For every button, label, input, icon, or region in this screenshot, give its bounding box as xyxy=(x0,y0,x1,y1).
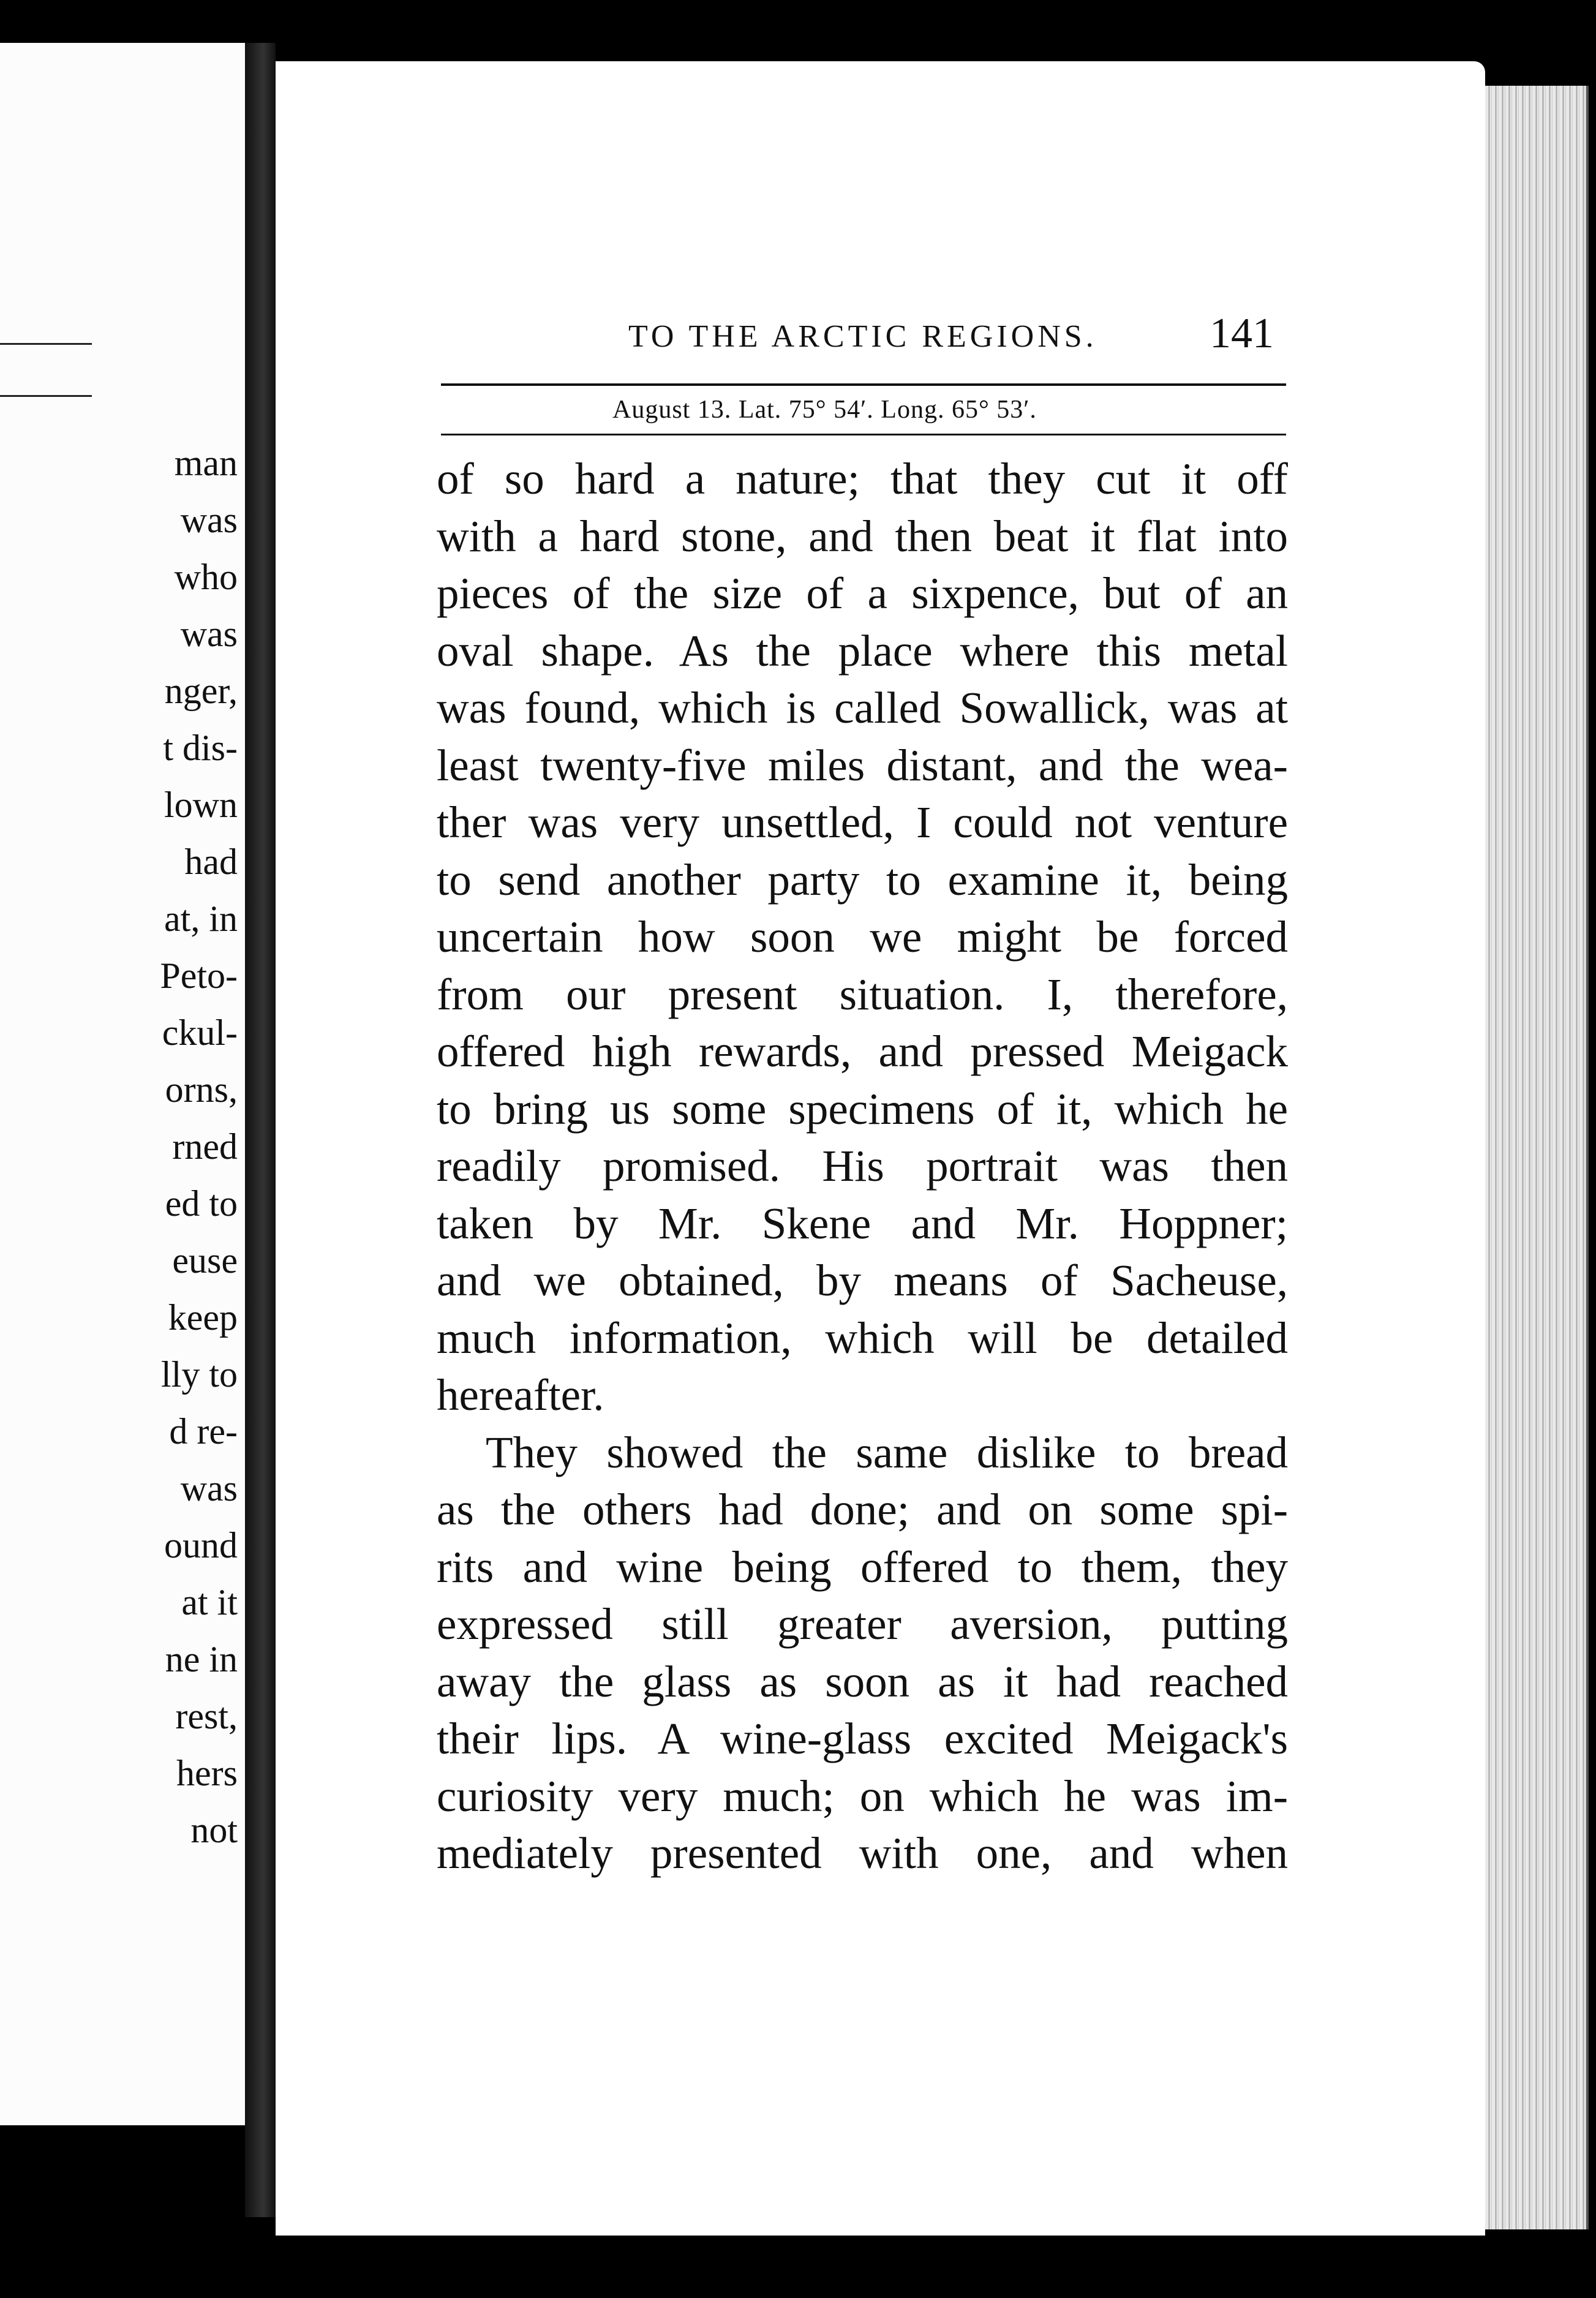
text-line: taken by Mr. Skene and Mr. Hoppner; xyxy=(437,1198,1288,1248)
text-line: pieces of the size of a sixpence, but of an xyxy=(437,568,1288,618)
text-line: to send another party to examine it, being xyxy=(437,854,1288,905)
facing-page-rule xyxy=(0,395,92,397)
text-line: They showed the same dislike to bread xyxy=(486,1427,1288,1477)
text-line: much information, which will be detailed xyxy=(437,1313,1288,1363)
facing-page-line: hers xyxy=(176,1753,238,1793)
text-line: away the glass as soon as it had reached xyxy=(437,1656,1288,1706)
date-position-line: August 13. Lat. 75° 54′. Long. 65° 53′. xyxy=(612,396,1037,424)
facing-page-line: euse xyxy=(172,1240,238,1281)
facing-page-line: lown xyxy=(164,785,238,825)
facing-page-line: man xyxy=(174,443,238,483)
facing-page-line: was xyxy=(180,1468,238,1509)
text-line: from our present situation. I, therefore, xyxy=(437,969,1288,1019)
facing-page-line: not xyxy=(190,1810,238,1850)
facing-page-line: lly to xyxy=(160,1354,238,1395)
text-line: oval shape. As the place where this metal xyxy=(437,625,1288,676)
text-line: least twenty-five miles distant, and the wea- xyxy=(437,740,1288,790)
facing-page-text xyxy=(160,435,238,1859)
body-text xyxy=(437,450,1288,1882)
facing-page-line: ne in xyxy=(165,1639,238,1679)
text-line: and we obtained, by means of Sacheuse, xyxy=(437,1256,1288,1305)
facing-page-line: was xyxy=(180,614,238,654)
text-line: their lips. A wine-glass excited Meigack's xyxy=(437,1714,1288,1763)
facing-page-line: d re- xyxy=(169,1411,238,1452)
text-line: expressed still greater aversion, putting xyxy=(437,1599,1288,1649)
header-rule-lower xyxy=(441,434,1286,435)
page-edges xyxy=(1485,86,1589,2229)
text-line: mediately presented with one, and when xyxy=(437,1828,1288,1878)
facing-page-fragment xyxy=(0,43,249,2125)
text-line: rits and wine being offered to them, they xyxy=(437,1542,1288,1592)
text-line: was found, which is called Sowallick, was at xyxy=(437,683,1288,733)
facing-page-line: orns, xyxy=(165,1069,238,1110)
text-line: offered high rewards, and pressed Meigack xyxy=(437,1027,1288,1076)
text-line: of so hard a nature; that they cut it off xyxy=(437,454,1288,503)
facing-page-line: ound xyxy=(164,1525,238,1565)
facing-page-line: who xyxy=(174,557,238,597)
text-line: readily promised. His portrait was then xyxy=(437,1141,1288,1191)
facing-page-line: nger, xyxy=(164,671,238,711)
facing-page-line: at it xyxy=(181,1582,238,1622)
book-gutter xyxy=(245,43,276,2217)
facing-page-rule xyxy=(0,343,92,345)
facing-page-line: rned xyxy=(172,1126,238,1167)
facing-page-line: was xyxy=(180,500,238,540)
facing-page-line: Peto- xyxy=(160,955,238,996)
text-line: uncertain how soon we might be forced xyxy=(437,912,1288,962)
running-head: TO THE ARCTIC REGIONS. xyxy=(628,319,1097,354)
facing-page-line: rest, xyxy=(175,1696,238,1736)
page-number: 141 xyxy=(1210,310,1274,357)
facing-page-line: t dis- xyxy=(163,728,238,768)
text-line: with a hard stone, and then beat it flat into xyxy=(437,511,1288,561)
facing-page-line: at, in xyxy=(164,898,238,939)
text-line: ther was very unsettled, I could not venture xyxy=(437,797,1288,847)
text-line: curiosity very much; on which he was im- xyxy=(437,1771,1288,1821)
facing-page-line: had xyxy=(184,842,238,882)
text-line: as the others had done; and on some spi- xyxy=(437,1485,1288,1534)
facing-page-line: ed to xyxy=(165,1183,238,1224)
facing-page-line: keep xyxy=(168,1297,238,1338)
header-rule xyxy=(441,383,1286,386)
text-line: hereafter. xyxy=(437,1370,604,1420)
text-line: to bring us some specimens of it, which he xyxy=(437,1083,1288,1134)
facing-page-line: ckul- xyxy=(162,1012,238,1053)
